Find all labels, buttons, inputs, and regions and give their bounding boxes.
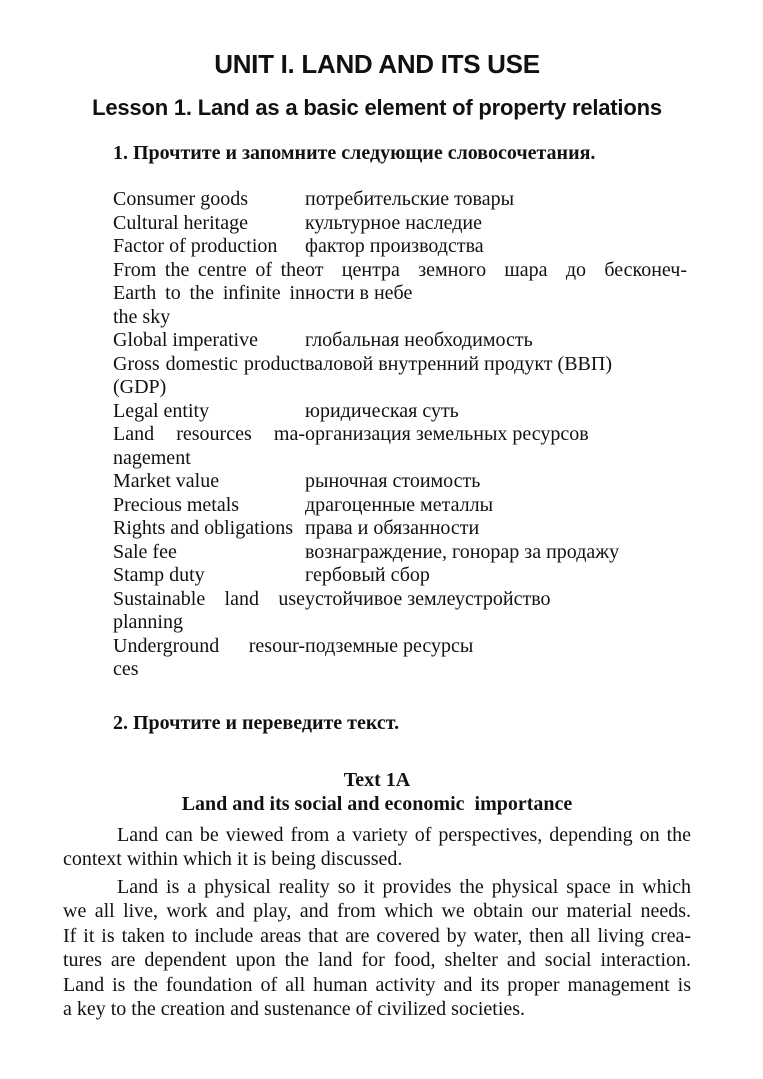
vocab-row (113, 259, 691, 330)
vocab-term-en: Global imperative (113, 329, 258, 351)
vocab-translation-ru: глобальная необходимость (305, 329, 533, 351)
vocab-row (113, 353, 691, 400)
vocab-row (113, 212, 691, 236)
text-title: Land and its social and economic importance (181, 793, 573, 815)
vocab-row (113, 329, 691, 353)
paragraph: Land can be viewed from a variety of perspectives, depending on the context within which it is being discussed. (63, 823, 691, 870)
vocab-term-en: Stamp duty (113, 564, 205, 586)
vocab-translation-ru: от центра земного шара до бесконеч- ности в небе (305, 258, 687, 304)
vocab-row (113, 470, 691, 494)
vocab-term-en: Sale fee (113, 540, 177, 563)
vocab-term-en: Cultural heritage (113, 211, 248, 234)
unit-title: UNIT I. LAND AND ITS USE (214, 49, 540, 79)
vocab-row (113, 188, 691, 212)
vocab-translation-ru: вознаграждение, гонорар за продажу (305, 540, 620, 563)
vocab-translation-ru: рыночная стоимость (305, 470, 481, 492)
vocab-row (113, 635, 691, 682)
vocab-translation-ru: гербовый сбор (305, 564, 430, 586)
vocab-translation-ru: драгоценные металлы (305, 493, 494, 516)
vocab-translation-ru: устойчивое землеустройство (305, 587, 551, 610)
vocab-row (113, 588, 691, 635)
vocab-translation-ru: потребительские товары (305, 188, 515, 210)
vocab-translation-ru: фактор производства (305, 235, 484, 257)
vocab-row (113, 400, 691, 424)
vocab-row (113, 517, 691, 541)
vocab-term-en: Legal entity (113, 399, 210, 422)
vocab-translation-ru: юридическая суть (305, 399, 459, 422)
vocab-translation-ru: подземные ресурсы (305, 634, 474, 657)
vocab-term-en: Underground resour- ces (113, 634, 305, 680)
vocab-term-en: Land resources ma- nagement (113, 423, 305, 469)
vocab-term-en: Sustainable land use planning (113, 587, 305, 633)
page-content (0, 48, 763, 1022)
vocab-translation-ru: организация земельных ресурсов (305, 423, 589, 445)
exercise-2-heading: 2. Прочтите и переведите текст. (113, 711, 400, 734)
vocab-table (63, 188, 691, 682)
vocab-translation-ru: права и обязанности (305, 517, 480, 539)
exercise-1-heading: 1. Прочтите и запомните следующие словосочетания. (113, 142, 596, 164)
vocab-term-en: Consumer goods (113, 188, 248, 210)
vocab-row (113, 564, 691, 588)
vocab-term-en: From the centre of the Earth to the infinite in the sky (113, 258, 305, 328)
vocab-term-en: Precious metals (113, 493, 240, 516)
vocab-translation-ru: культурное наследие (305, 211, 483, 234)
vocab-row (113, 541, 691, 565)
lesson-title: Lesson 1. Land as a basic element of property relations (92, 95, 662, 120)
text-label: Text 1A (343, 768, 411, 791)
vocab-row (113, 423, 691, 470)
paragraph: Land is a physical reality so it provides the physical space in which we all live, work and play, and from which we obtain our material needs. If it is taken to include areas that are covered by water, then all living crea- tures are dependent upon the land for food, shelter and social interaction. Land is the foundation of all human activity and its proper management is a key to the creation and sustenance of civilized societies. (63, 875, 691, 1020)
vocab-term-en: Rights and obligations (113, 517, 293, 539)
vocab-term-en: Gross domestic product (GDP) (113, 352, 305, 398)
vocab-translation-ru: валовой внутренний продукт (ВВП) (305, 352, 612, 375)
vocab-row (113, 235, 691, 259)
vocab-row (113, 494, 691, 518)
vocab-term-en: Market value (113, 470, 220, 492)
vocab-term-en: Factor of production (113, 235, 278, 257)
